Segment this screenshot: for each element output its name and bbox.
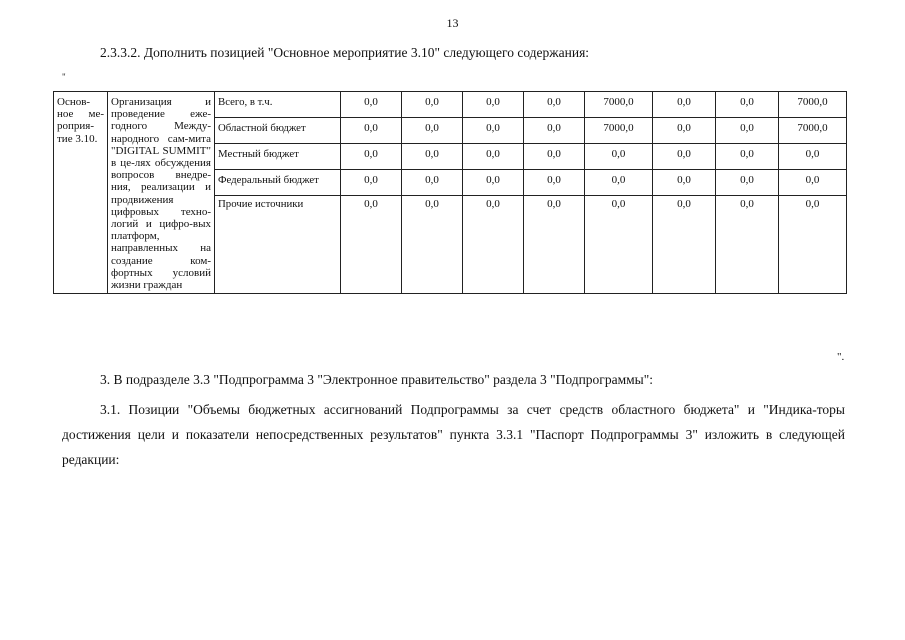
amount-cell: 0,0	[524, 196, 585, 294]
amount-cell: 7000,0	[779, 92, 847, 118]
funding-source-cell: Всего, в т.ч.	[215, 92, 341, 118]
amount-cell: 0,0	[585, 170, 653, 196]
amount-cell: 0,0	[341, 144, 402, 170]
closing-quote-mark: ".	[837, 351, 845, 363]
funding-source-cell: Прочие источники	[215, 196, 341, 294]
amount-cell: 0,0	[653, 196, 716, 294]
amount-cell: 0,0	[524, 170, 585, 196]
amount-cell: 0,0	[341, 170, 402, 196]
amount-cell: 0,0	[402, 196, 463, 294]
opening-quote-mark: "	[62, 72, 66, 82]
amount-cell: 0,0	[341, 92, 402, 118]
amount-cell: 7000,0	[585, 118, 653, 144]
amount-cell: 0,0	[524, 118, 585, 144]
paragraph-positions: 3.1. Позиции "Объемы бюджетных ассигнований Подпрограммы за счет средств областного бюджета" и "Индика-торы достижения цели и показатели непосредственных результатов" пункта 3.3.1 "Паспорт Подпрограммы 3" изложить в следующей редакции:	[62, 402, 845, 467]
amount-cell: 0,0	[716, 170, 779, 196]
amount-cell: 0,0	[716, 144, 779, 170]
amount-cell: 0,0	[779, 196, 847, 294]
amount-cell: 0,0	[341, 118, 402, 144]
amount-cell: 0,0	[402, 118, 463, 144]
amount-cell: 0,0	[463, 118, 524, 144]
amount-cell: 0,0	[524, 144, 585, 170]
amount-cell: 0,0	[402, 144, 463, 170]
activity-number-cell: Основ-ное ме-роприя-тие 3.10.	[54, 92, 108, 294]
budget-table	[53, 91, 847, 294]
amount-cell: 0,0	[585, 196, 653, 294]
amount-cell: 0,0	[653, 92, 716, 118]
amount-cell: 0,0	[585, 144, 653, 170]
paragraph-subsection: 3. В подразделе 3.3 "Подпрограмма 3 "Электронное правительство" раздела 3 "Подпрограммы":	[100, 372, 653, 387]
paragraph-add-position: 2.3.3.2. Дополнить позицией "Основное мероприятие 3.10" следующего содержания:	[100, 45, 590, 60]
amount-cell: 0,0	[402, 170, 463, 196]
amount-cell: 0,0	[716, 196, 779, 294]
amount-cell: 0,0	[653, 144, 716, 170]
amount-cell: 0,0	[463, 170, 524, 196]
amount-cell: 0,0	[463, 92, 524, 118]
activity-description-cell: Организация и проведение еже-годного Между-народного сам-мита "DIGITAL SUMMIT" в це-лях обсуждения вопросов внедре-ния, реализации и продвижения цифровых техно-логий и цифро-вых платформ, направленных на создание ком-фортных условий жизни граждан	[108, 92, 215, 294]
funding-source-cell: Федеральный бюджет	[215, 170, 341, 196]
funding-source-cell: Областной бюджет	[215, 118, 341, 144]
amount-cell: 7000,0	[779, 118, 847, 144]
amount-cell: 0,0	[402, 92, 463, 118]
amount-cell: 7000,0	[585, 92, 653, 118]
amount-cell: 0,0	[653, 118, 716, 144]
amount-cell: 0,0	[463, 144, 524, 170]
amount-cell: 0,0	[463, 196, 524, 294]
amount-cell: 0,0	[341, 196, 402, 294]
amount-cell: 0,0	[524, 92, 585, 118]
amount-cell: 0,0	[716, 92, 779, 118]
amount-cell: 0,0	[716, 118, 779, 144]
amount-cell: 0,0	[779, 144, 847, 170]
funding-source-cell: Местный бюджет	[215, 144, 341, 170]
amount-cell: 0,0	[779, 170, 847, 196]
page-number: 13	[446, 16, 459, 30]
table-row	[54, 92, 847, 118]
amount-cell: 0,0	[653, 170, 716, 196]
